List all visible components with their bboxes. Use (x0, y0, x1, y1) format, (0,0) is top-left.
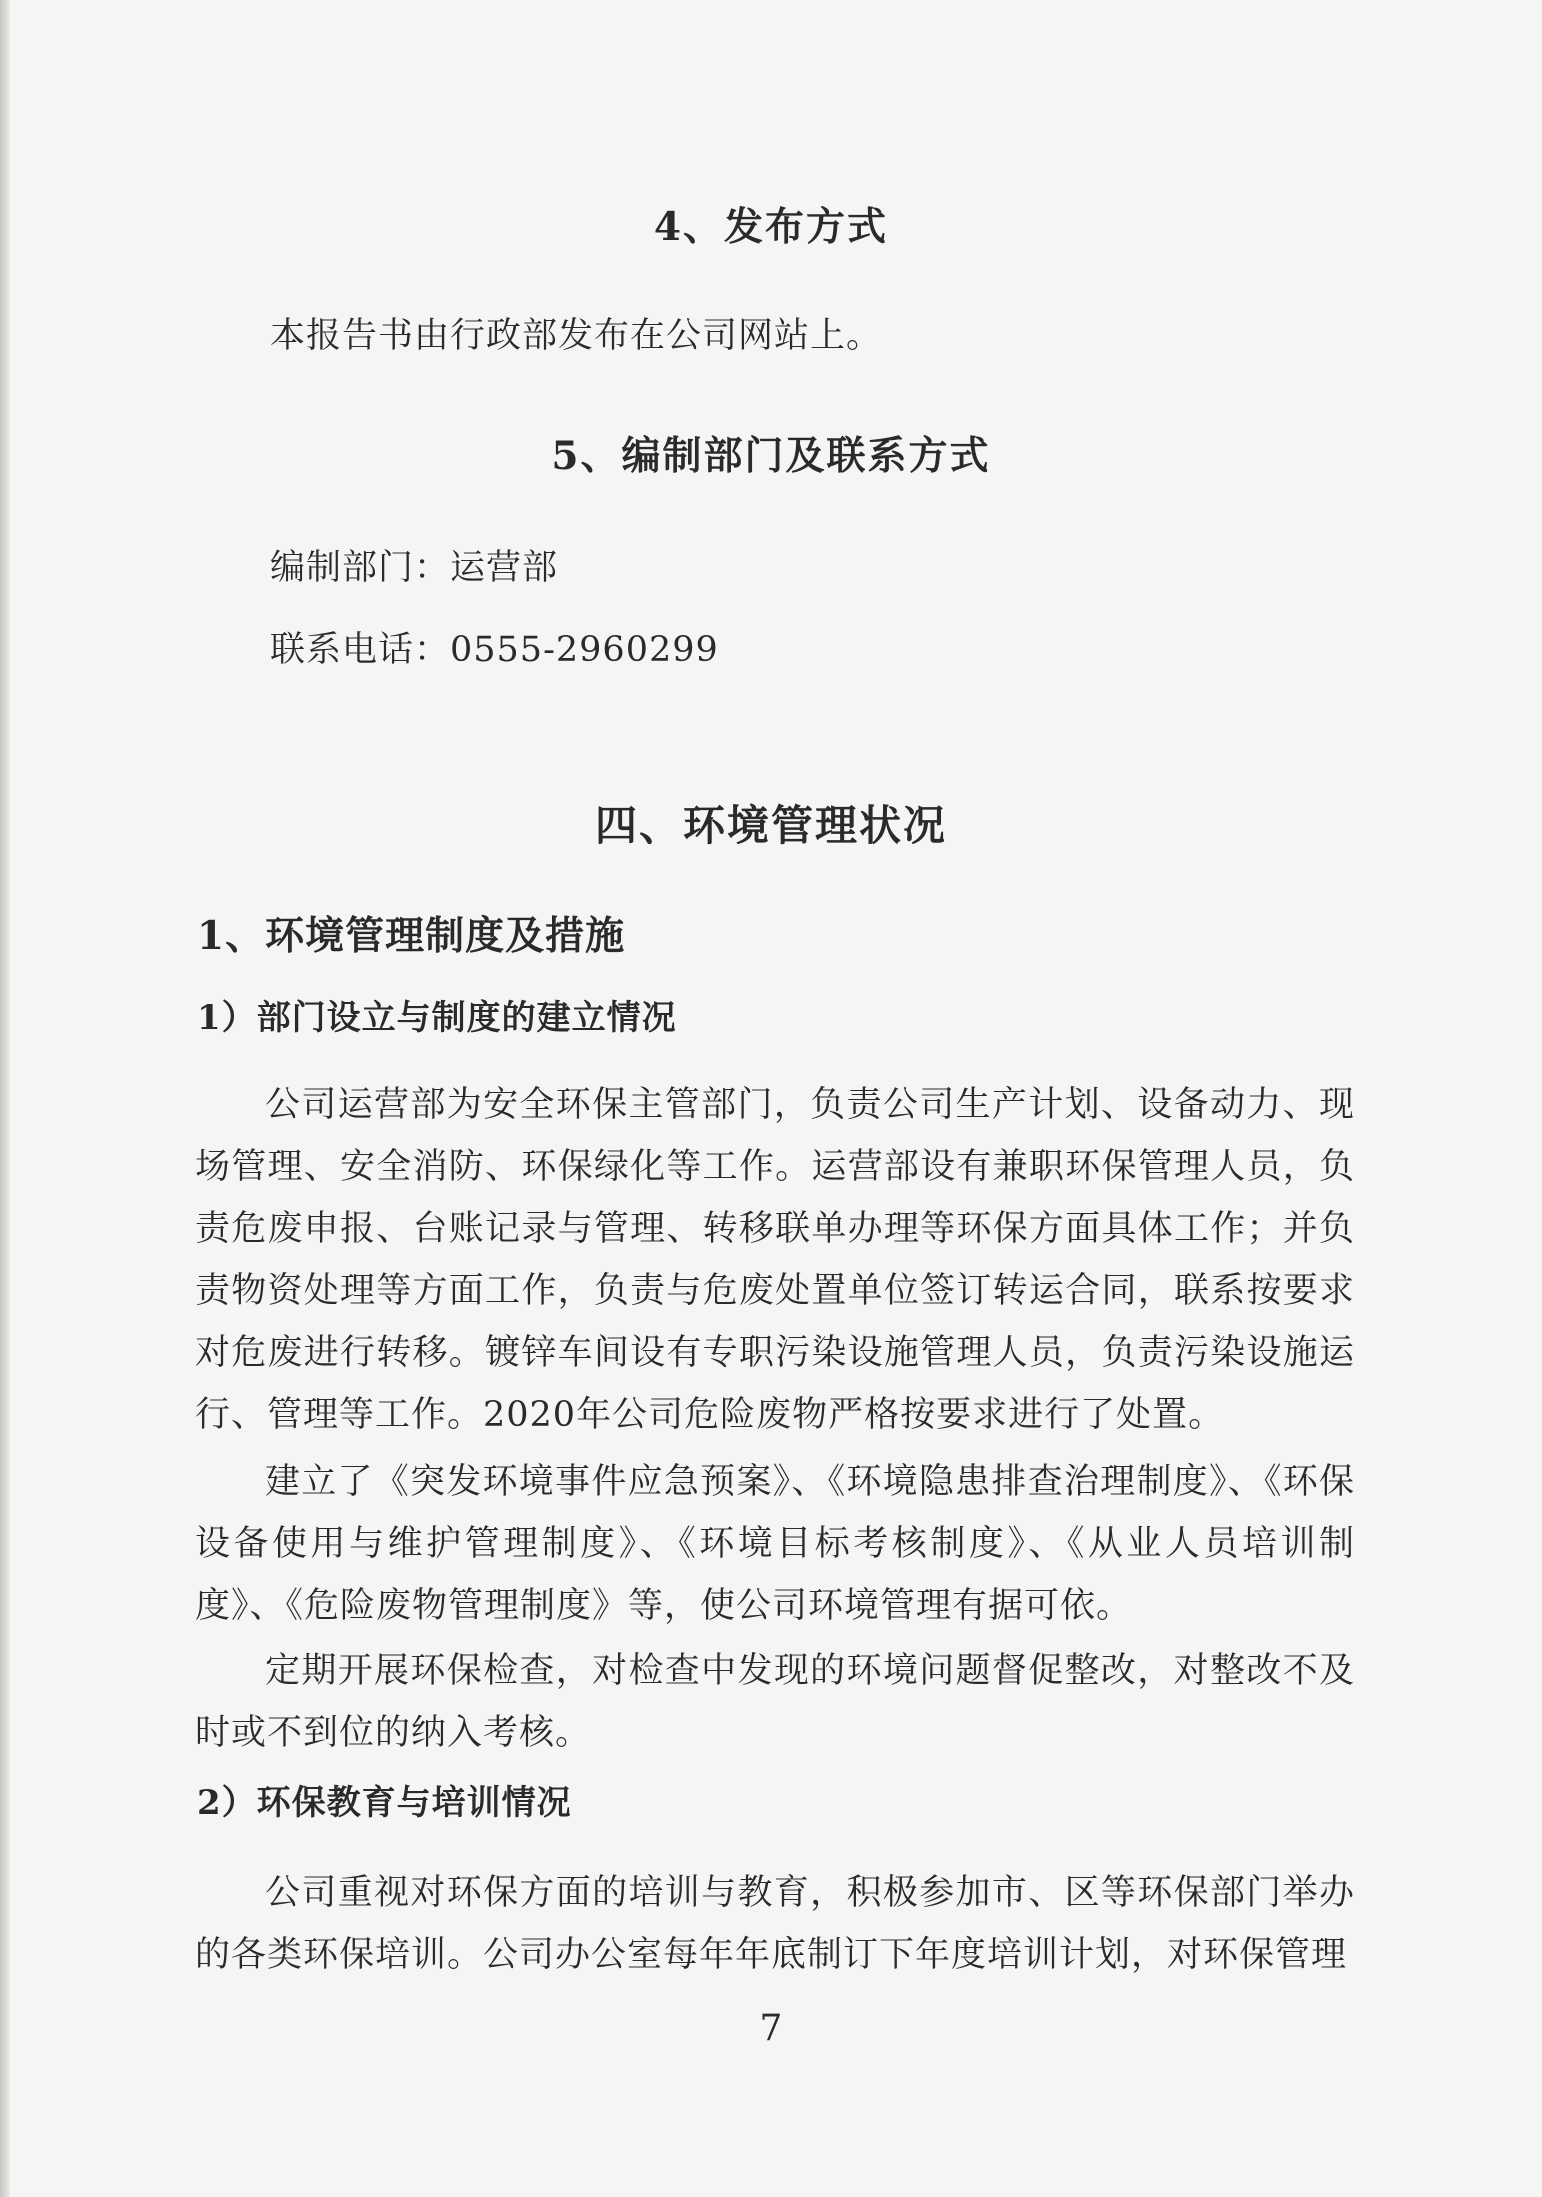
paragraph-4: 公司重视对环保方面的培训与教育，积极参加市、区等环保部门举办的各类环保培训。公司办公室每年年底制订下年度培训计划，对环保管理 (195, 1873, 1355, 1975)
paragraph-2: 建立了《突发环境事件应急预案》、《环境隐患排查治理制度》、《环保设备使用与维护管理制度》、《环境目标考核制度》、《从业人员培训制度》、《危险废物管理制度》等，使公司环境管理有据可依。 (195, 1462, 1355, 1626)
subsection-1-1-heading: 1）部门设立与制度的建立情况 (197, 998, 677, 1038)
chapter-heading: 四、环境管理状况 (594, 801, 947, 850)
subsection-1-2-heading: 2）环保教育与培训情况 (197, 1783, 572, 1823)
page-number: 7 (759, 2008, 783, 2049)
paragraph-3: 定期开展环保检查，对检查中发现的环境问题督促整改，对整改不及时或不到位的纳入考核。 (195, 1651, 1355, 1753)
phone-line: 联系电话：0555-2960299 (270, 630, 719, 670)
section-4-text: 本报告书由行政部发布在公司网站上。 (270, 316, 883, 356)
section-4-heading: 4、发布方式 (653, 204, 889, 250)
department-line: 编制部门：运营部 (270, 548, 559, 588)
paragraph-1: 公司运营部为安全环保主管部门，负责公司生产计划、设备动力、现场管理、安全消防、环保绿化等工作。运营部设有兼职环保管理人员，负责危废申报、台账记录与管理、转移联单办理等环保方面具体工作；并负责物资处理等方面工作，负责与危废处置单位签订转运合同，联系按要求对危废进行转移。镀锌车间设有专职污染设施管理人员，负责污染设施运行、管理等工作。2020年公司危险废物严格按要求进行了处置。 (195, 1085, 1355, 1435)
section-5-heading: 5、编制部门及联系方式 (551, 433, 991, 479)
subsection-1-heading: 1、环境管理制度及措施 (197, 913, 626, 959)
